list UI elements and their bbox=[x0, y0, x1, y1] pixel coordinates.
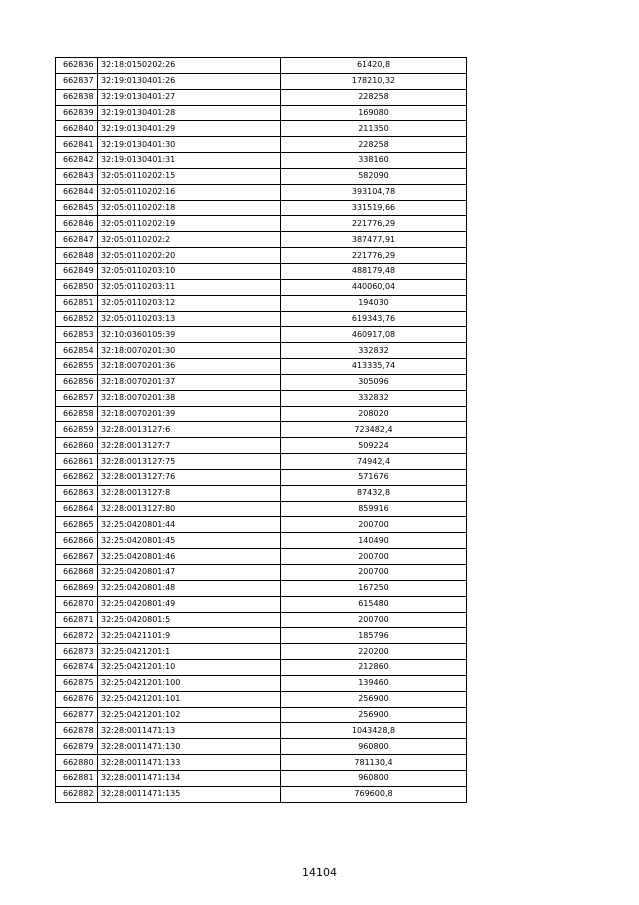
cadastral-value-cell: 332832 bbox=[281, 343, 467, 359]
cadastral-value-cell: 169080 bbox=[281, 105, 467, 121]
table-row bbox=[56, 279, 467, 295]
table-row bbox=[56, 628, 467, 644]
cadastral-number-cell: 32:05:0110202:19 bbox=[98, 216, 281, 232]
cadastral-number-cell: 32:25:0420801:48 bbox=[98, 580, 281, 596]
table-row bbox=[56, 438, 467, 454]
row-number-cell: 662869 bbox=[56, 580, 98, 596]
cadastral-number-cell: 32:05:0110202:18 bbox=[98, 200, 281, 216]
row-number-cell: 662837 bbox=[56, 73, 98, 89]
row-number-cell: 662836 bbox=[56, 58, 98, 74]
cadastral-value-cell: 212860 bbox=[281, 660, 467, 676]
cadastral-number-cell: 32:28:0011471:134 bbox=[98, 770, 281, 786]
table-row bbox=[56, 295, 467, 311]
cadastral-value-cell: 1043428,8 bbox=[281, 723, 467, 739]
table-row bbox=[56, 390, 467, 406]
cadastral-number-cell: 32:28:0013127:75 bbox=[98, 454, 281, 470]
cadastral-value-cell: 228258 bbox=[281, 137, 467, 153]
row-number-cell: 662864 bbox=[56, 501, 98, 517]
row-number-cell: 662845 bbox=[56, 200, 98, 216]
cadastral-number-cell: 32:25:0421201:102 bbox=[98, 707, 281, 723]
row-number-cell: 662874 bbox=[56, 660, 98, 676]
cadastral-value-cell: 200700 bbox=[281, 565, 467, 581]
cadastral-value-cell: 723482,4 bbox=[281, 422, 467, 438]
cadastral-number-cell: 32:28:0011471:133 bbox=[98, 755, 281, 771]
cadastral-value-cell: 440060,04 bbox=[281, 279, 467, 295]
table-row bbox=[56, 612, 467, 628]
row-number-cell: 662847 bbox=[56, 232, 98, 248]
cadastral-value-cell: 332832 bbox=[281, 390, 467, 406]
cadastral-value-cell: 619343,76 bbox=[281, 311, 467, 327]
table-row bbox=[56, 485, 467, 501]
cadastral-number-cell: 32:25:0420801:47 bbox=[98, 565, 281, 581]
row-number-cell: 662870 bbox=[56, 596, 98, 612]
cadastral-value-cell: 221776,29 bbox=[281, 216, 467, 232]
table-row bbox=[56, 644, 467, 660]
cadastral-value-cell: 74942,4 bbox=[281, 454, 467, 470]
cadastral-number-cell: 32:25:0421101:9 bbox=[98, 628, 281, 644]
table-body bbox=[56, 58, 467, 803]
cadastral-number-cell: 32:25:0421201:100 bbox=[98, 675, 281, 691]
cadastral-number-cell: 32:28:0013127:80 bbox=[98, 501, 281, 517]
cadastral-number-cell: 32:19:0130401:31 bbox=[98, 153, 281, 169]
cadastral-value-cell: 582090 bbox=[281, 168, 467, 184]
table-row bbox=[56, 770, 467, 786]
cadastral-value-cell: 769600,8 bbox=[281, 786, 467, 802]
cadastral-value-table bbox=[55, 57, 467, 803]
table-row bbox=[56, 121, 467, 137]
row-number-cell: 662866 bbox=[56, 533, 98, 549]
cadastral-number-cell: 32:25:0421201:1 bbox=[98, 644, 281, 660]
table-row bbox=[56, 422, 467, 438]
row-number-cell: 662838 bbox=[56, 89, 98, 105]
table-row bbox=[56, 707, 467, 723]
cadastral-value-cell: 200700 bbox=[281, 549, 467, 565]
row-number-cell: 662860 bbox=[56, 438, 98, 454]
cadastral-number-cell: 32:28:0013127:76 bbox=[98, 469, 281, 485]
table-row bbox=[56, 137, 467, 153]
row-number-cell: 662881 bbox=[56, 770, 98, 786]
cadastral-number-cell: 32:05:0110203:10 bbox=[98, 263, 281, 279]
page-number: 14104 bbox=[302, 866, 337, 879]
table-row bbox=[56, 359, 467, 375]
table-row bbox=[56, 533, 467, 549]
row-number-cell: 662878 bbox=[56, 723, 98, 739]
cadastral-value-cell: 139460 bbox=[281, 675, 467, 691]
row-number-cell: 662850 bbox=[56, 279, 98, 295]
table-row bbox=[56, 501, 467, 517]
row-number-cell: 662877 bbox=[56, 707, 98, 723]
cadastral-number-cell: 32:18:0150202:26 bbox=[98, 58, 281, 74]
row-number-cell: 662880 bbox=[56, 755, 98, 771]
cadastral-value-cell: 338160 bbox=[281, 153, 467, 169]
cadastral-number-cell: 32:19:0130401:30 bbox=[98, 137, 281, 153]
row-number-cell: 662854 bbox=[56, 343, 98, 359]
row-number-cell: 662855 bbox=[56, 359, 98, 375]
row-number-cell: 662856 bbox=[56, 374, 98, 390]
row-number-cell: 662858 bbox=[56, 406, 98, 422]
table-row bbox=[56, 263, 467, 279]
cadastral-number-cell: 32:25:0420801:45 bbox=[98, 533, 281, 549]
cadastral-number-cell: 32:19:0130401:28 bbox=[98, 105, 281, 121]
cadastral-number-cell: 32:25:0421201:10 bbox=[98, 660, 281, 676]
cadastral-number-cell: 32:28:0011471:13 bbox=[98, 723, 281, 739]
table-row bbox=[56, 105, 467, 121]
cadastral-value-cell: 615480 bbox=[281, 596, 467, 612]
table-row bbox=[56, 691, 467, 707]
row-number-cell: 662851 bbox=[56, 295, 98, 311]
table-row bbox=[56, 660, 467, 676]
row-number-cell: 662875 bbox=[56, 675, 98, 691]
table-row bbox=[56, 454, 467, 470]
cadastral-value-cell: 256900 bbox=[281, 707, 467, 723]
cadastral-value-cell: 509224 bbox=[281, 438, 467, 454]
cadastral-value-cell: 488179,48 bbox=[281, 263, 467, 279]
table-row bbox=[56, 153, 467, 169]
table-row bbox=[56, 232, 467, 248]
table-row bbox=[56, 343, 467, 359]
row-number-cell: 662863 bbox=[56, 485, 98, 501]
cadastral-number-cell: 32:28:0013127:6 bbox=[98, 422, 281, 438]
cadastral-number-cell: 32:18:0070201:37 bbox=[98, 374, 281, 390]
cadastral-value-cell: 305096 bbox=[281, 374, 467, 390]
cadastral-number-cell: 32:18:0070201:36 bbox=[98, 359, 281, 375]
cadastral-number-cell: 32:25:0420801:44 bbox=[98, 517, 281, 533]
table-row bbox=[56, 184, 467, 200]
cadastral-number-cell: 32:05:0110202:20 bbox=[98, 248, 281, 264]
row-number-cell: 662867 bbox=[56, 549, 98, 565]
cadastral-value-cell: 393104,78 bbox=[281, 184, 467, 200]
row-number-cell: 662841 bbox=[56, 137, 98, 153]
cadastral-number-cell: 32:18:0070201:38 bbox=[98, 390, 281, 406]
row-number-cell: 662848 bbox=[56, 248, 98, 264]
table-row bbox=[56, 58, 467, 74]
cadastral-number-cell: 32:05:0110203:13 bbox=[98, 311, 281, 327]
cadastral-value-cell: 61420,8 bbox=[281, 58, 467, 74]
table-row bbox=[56, 168, 467, 184]
cadastral-value-cell: 960800 bbox=[281, 770, 467, 786]
cadastral-number-cell: 32:28:0011471:130 bbox=[98, 739, 281, 755]
row-number-cell: 662843 bbox=[56, 168, 98, 184]
cadastral-value-cell: 331519,66 bbox=[281, 200, 467, 216]
table-row bbox=[56, 675, 467, 691]
row-number-cell: 662839 bbox=[56, 105, 98, 121]
table-row bbox=[56, 549, 467, 565]
cadastral-number-cell: 32:28:0013127:8 bbox=[98, 485, 281, 501]
table-row bbox=[56, 311, 467, 327]
row-number-cell: 662844 bbox=[56, 184, 98, 200]
table-row bbox=[56, 248, 467, 264]
row-number-cell: 662853 bbox=[56, 327, 98, 343]
row-number-cell: 662871 bbox=[56, 612, 98, 628]
cadastral-value-cell: 208020 bbox=[281, 406, 467, 422]
table-row bbox=[56, 374, 467, 390]
cadastral-number-cell: 32:19:0130401:26 bbox=[98, 73, 281, 89]
table-row bbox=[56, 596, 467, 612]
row-number-cell: 662872 bbox=[56, 628, 98, 644]
cadastral-value-cell: 140490 bbox=[281, 533, 467, 549]
cadastral-value-cell: 781130,4 bbox=[281, 755, 467, 771]
cadastral-number-cell: 32:25:0421201:101 bbox=[98, 691, 281, 707]
cadastral-number-cell: 32:05:0110202:2 bbox=[98, 232, 281, 248]
cadastral-value-cell: 211350 bbox=[281, 121, 467, 137]
cadastral-value-cell: 185796 bbox=[281, 628, 467, 644]
cadastral-value-cell: 960800 bbox=[281, 739, 467, 755]
row-number-cell: 662882 bbox=[56, 786, 98, 802]
cadastral-value-cell: 87432,8 bbox=[281, 485, 467, 501]
cadastral-number-cell: 32:10:0360105:39 bbox=[98, 327, 281, 343]
cadastral-value-cell: 228258 bbox=[281, 89, 467, 105]
cadastral-number-cell: 32:18:0070201:39 bbox=[98, 406, 281, 422]
table-row bbox=[56, 73, 467, 89]
table-row bbox=[56, 89, 467, 105]
table-row bbox=[56, 517, 467, 533]
table-row bbox=[56, 723, 467, 739]
cadastral-number-cell: 32:05:0110203:11 bbox=[98, 279, 281, 295]
cadastral-value-cell: 221776,29 bbox=[281, 248, 467, 264]
table-row bbox=[56, 580, 467, 596]
cadastral-value-cell: 200700 bbox=[281, 612, 467, 628]
cadastral-value-cell: 571676 bbox=[281, 469, 467, 485]
table-row bbox=[56, 755, 467, 771]
table-row bbox=[56, 216, 467, 232]
cadastral-value-cell: 200700 bbox=[281, 517, 467, 533]
cadastral-value-cell: 460917,08 bbox=[281, 327, 467, 343]
row-number-cell: 662852 bbox=[56, 311, 98, 327]
table-row bbox=[56, 327, 467, 343]
row-number-cell: 662859 bbox=[56, 422, 98, 438]
cadastral-value-cell: 256900 bbox=[281, 691, 467, 707]
row-number-cell: 662846 bbox=[56, 216, 98, 232]
cadastral-number-cell: 32:05:0110202:16 bbox=[98, 184, 281, 200]
cadastral-value-cell: 167250 bbox=[281, 580, 467, 596]
cadastral-value-cell: 387477,91 bbox=[281, 232, 467, 248]
cadastral-value-cell: 194030 bbox=[281, 295, 467, 311]
table-row bbox=[56, 469, 467, 485]
row-number-cell: 662865 bbox=[56, 517, 98, 533]
cadastral-value-cell: 859916 bbox=[281, 501, 467, 517]
table-row bbox=[56, 786, 467, 802]
row-number-cell: 662857 bbox=[56, 390, 98, 406]
cadastral-number-cell: 32:19:0130401:27 bbox=[98, 89, 281, 105]
cadastral-value-cell: 220200 bbox=[281, 644, 467, 660]
cadastral-number-cell: 32:19:0130401:29 bbox=[98, 121, 281, 137]
cadastral-number-cell: 32:05:0110203:12 bbox=[98, 295, 281, 311]
cadastral-number-cell: 32:25:0420801:46 bbox=[98, 549, 281, 565]
row-number-cell: 662842 bbox=[56, 153, 98, 169]
cadastral-number-cell: 32:18:0070201:30 bbox=[98, 343, 281, 359]
cadastral-value-cell: 178210,32 bbox=[281, 73, 467, 89]
table-row bbox=[56, 406, 467, 422]
table-row bbox=[56, 200, 467, 216]
table-row bbox=[56, 565, 467, 581]
cadastral-number-cell: 32:25:0420801:5 bbox=[98, 612, 281, 628]
row-number-cell: 662868 bbox=[56, 565, 98, 581]
row-number-cell: 662873 bbox=[56, 644, 98, 660]
cadastral-number-cell: 32:28:0011471:135 bbox=[98, 786, 281, 802]
row-number-cell: 662876 bbox=[56, 691, 98, 707]
row-number-cell: 662861 bbox=[56, 454, 98, 470]
row-number-cell: 662840 bbox=[56, 121, 98, 137]
row-number-cell: 662862 bbox=[56, 469, 98, 485]
row-number-cell: 662879 bbox=[56, 739, 98, 755]
cadastral-number-cell: 32:05:0110202:15 bbox=[98, 168, 281, 184]
row-number-cell: 662849 bbox=[56, 263, 98, 279]
cadastral-value-cell: 413335,74 bbox=[281, 359, 467, 375]
cadastral-number-cell: 32:25:0420801:49 bbox=[98, 596, 281, 612]
table-row bbox=[56, 739, 467, 755]
cadastral-number-cell: 32:28:0013127:7 bbox=[98, 438, 281, 454]
